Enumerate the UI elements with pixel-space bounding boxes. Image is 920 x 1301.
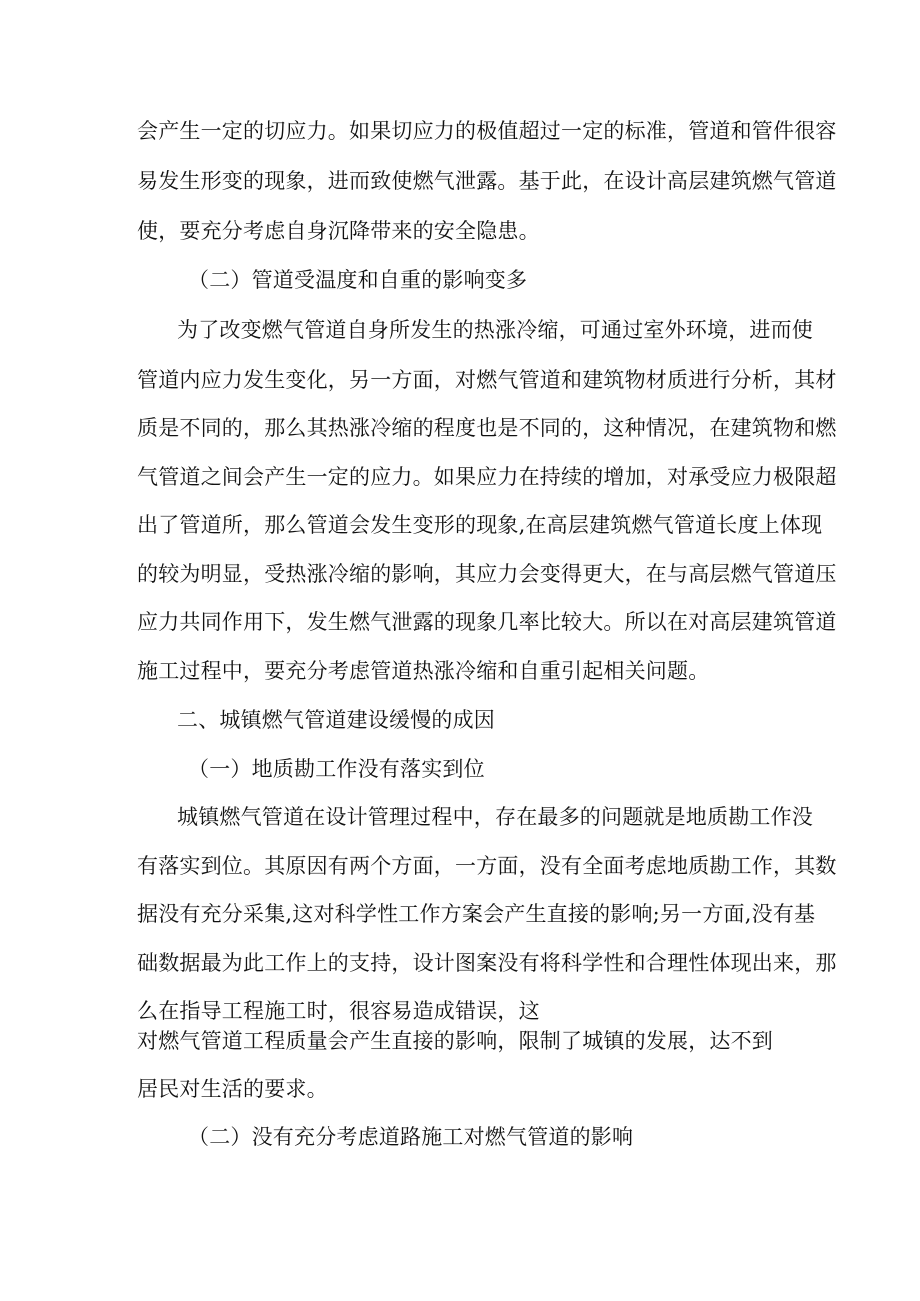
paragraph-line: 础数据最为此工作上的支持，设计图案没有将科学性和合理性体现出来，那 bbox=[137, 951, 837, 975]
paragraph-line: 据没有充分采集,这对科学性工作方案会产生直接的影响;另一方面,没有基 bbox=[137, 902, 816, 926]
paragraph-line: 为了改变燃气管道自身所发生的热涨冷缩，可通过室外环境，进而使 bbox=[177, 318, 813, 342]
subsection-heading: （二）管道受温度和自重的影响变多 bbox=[188, 268, 528, 292]
paragraph-line: 施工过程中，要充分考虑管道热涨冷缩和自重引起相关问题。 bbox=[137, 659, 710, 683]
paragraph-line: 么在指导工程施工时，很容易造成错误，这 bbox=[137, 999, 540, 1023]
subsection-heading: （二）没有充分考虑道路施工对燃气管道的影响 bbox=[188, 1125, 634, 1149]
paragraph-line: 管道内应力发生变化，另一方面，对燃气管道和建筑物材质进行分析，其材 bbox=[137, 368, 837, 392]
paragraph-line: 气管道之间会产生一定的应力。如果应力在持续的增加，对承受应力极限超 bbox=[137, 465, 837, 489]
paragraph-line: 出了管道所，那么管道会发生变形的现象,在高层建筑燃气管道长度上体现 bbox=[137, 513, 823, 537]
paragraph-line: 质是不同的，那么其热涨冷缩的程度也是不同的，这种情况，在建筑物和燃 bbox=[137, 416, 837, 440]
subsection-heading: （一）地质勘工作没有落实到位 bbox=[188, 757, 485, 781]
paragraph-line: 的较为明显，受热涨冷缩的影响，其应力会变得更大，在与高层燃气管道压 bbox=[137, 562, 837, 586]
paragraph-line: 对燃气管道工程质量会产生直接的影响，限制了城镇的发展，达不到 bbox=[137, 1029, 773, 1053]
paragraph-line: 易发生形变的现象，进而致使燃气泄露。基于此，在设计高层建筑燃气管道 bbox=[137, 169, 837, 193]
paragraph-line: 有落实到位。其原因有两个方面，一方面，没有全面考虑地质勘工作，其数 bbox=[137, 854, 837, 878]
paragraph-line: 城镇燃气管道在设计管理过程中，存在最多的问题就是地质勘工作没 bbox=[177, 805, 813, 829]
section-heading: 二、城镇燃气管道建设缓慢的成因 bbox=[177, 708, 495, 732]
paragraph-line: 会产生一定的切应力。如果切应力的极值超过一定的标准，管道和管件很容 bbox=[137, 119, 837, 143]
paragraph-line: 应力共同作用下，发生燃气泄露的现象几率比较大。所以在对高层建筑管道 bbox=[137, 610, 837, 634]
paragraph-line: 使，要充分考虑自身沉降带来的安全隐患。 bbox=[137, 219, 540, 243]
paragraph-line: 居民对生活的要求。 bbox=[137, 1077, 328, 1101]
